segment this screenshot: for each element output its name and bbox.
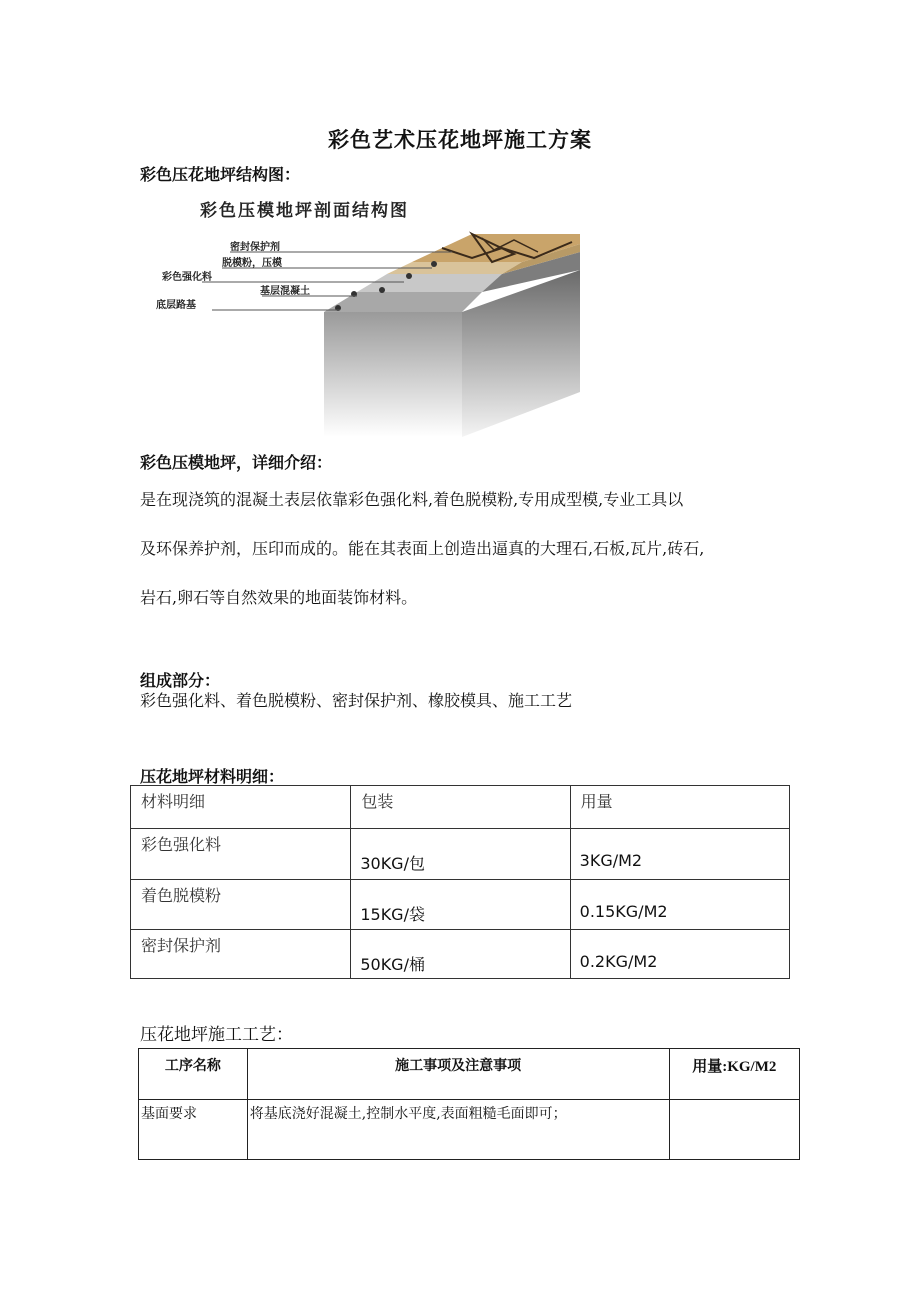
detail-line: 是在现浇筑的混凝土表层依靠彩色强化料,着色脱模粉,专用成型模,专业工具以 [140, 490, 684, 509]
material-package: 50KG/桶 [360, 955, 425, 974]
header-step: 工序名称 [139, 1049, 248, 1100]
base-front-face [324, 312, 462, 437]
table-row [131, 930, 790, 979]
label-sealer: 密封保护剂 [230, 242, 280, 253]
detail-line: 及环保养护剂，压印而成的。能在其表面上创造出逼真的大理石,石板,瓦片,砖石, [140, 539, 705, 558]
material-name: 着色脱模粉 [141, 886, 222, 905]
label-subbase: 底层路基 [156, 300, 196, 311]
material-usage: 3KG/M2 [579, 851, 643, 870]
table-header-row [131, 786, 790, 829]
materials-table [130, 785, 790, 979]
figure-title: 彩色压模地坪剖面结构图 [200, 201, 409, 221]
step-name: 基面要求 [139, 1100, 248, 1160]
process-heading: 压花地坪施工工艺： [140, 1025, 293, 1045]
header-usage: 用量:KG/M2 [669, 1049, 799, 1100]
materials-heading: 压花地坪材料明细： [140, 767, 285, 786]
label-color-hardener: 彩色强化料 [162, 272, 212, 283]
material-package: 30KG/包 [360, 854, 425, 873]
header-usage: 用量 [580, 792, 613, 811]
base-right-face [462, 270, 580, 437]
table-row [131, 880, 790, 930]
material-name: 彩色强化料 [141, 835, 222, 854]
detail-heading: 彩色压模地坪，详细介绍： [140, 453, 333, 472]
label-dot-1 [431, 261, 437, 267]
header-package: 包装 [361, 792, 394, 811]
material-package: 15KG/袋 [360, 905, 425, 924]
material-name: 密封保护剂 [141, 936, 222, 955]
components-heading: 组成部分： [140, 671, 221, 690]
label-dot-3 [379, 287, 385, 293]
cross-section-diagram [142, 192, 592, 437]
table-row [139, 1100, 800, 1160]
header-notes: 施工事项及注意事项 [247, 1049, 669, 1100]
material-usage: 0.2KG/M2 [579, 952, 658, 971]
cross-section-figure [142, 192, 592, 437]
concrete-layer [357, 274, 502, 292]
components-text: 彩色强化料、着色脱模粉、密封保护剂、橡胶模具、施工工艺 [140, 691, 573, 710]
table-header-row [139, 1049, 800, 1100]
label-dot-2 [406, 273, 412, 279]
material-usage: 0.15KG/M2 [579, 902, 668, 921]
detail-line: 岩石,卵石等自然效果的地面装饰材料。 [140, 588, 418, 607]
detail-paragraph [140, 475, 800, 622]
header-material: 材料明细 [141, 792, 206, 811]
base-top [324, 292, 482, 312]
document-title: 彩色艺术压花地坪施工方案 [328, 127, 592, 152]
process-table [138, 1048, 800, 1160]
step-usage [669, 1100, 799, 1160]
label-release: 脱模粉，压模 [222, 258, 282, 269]
label-concrete: 基层混凝土 [260, 286, 310, 297]
structure-heading: 彩色压花地坪结构图： [140, 165, 301, 184]
table-row [131, 829, 790, 880]
step-note: 将基底浇好混凝土,控制水平度,表面粗糙毛面即可； [247, 1100, 669, 1160]
